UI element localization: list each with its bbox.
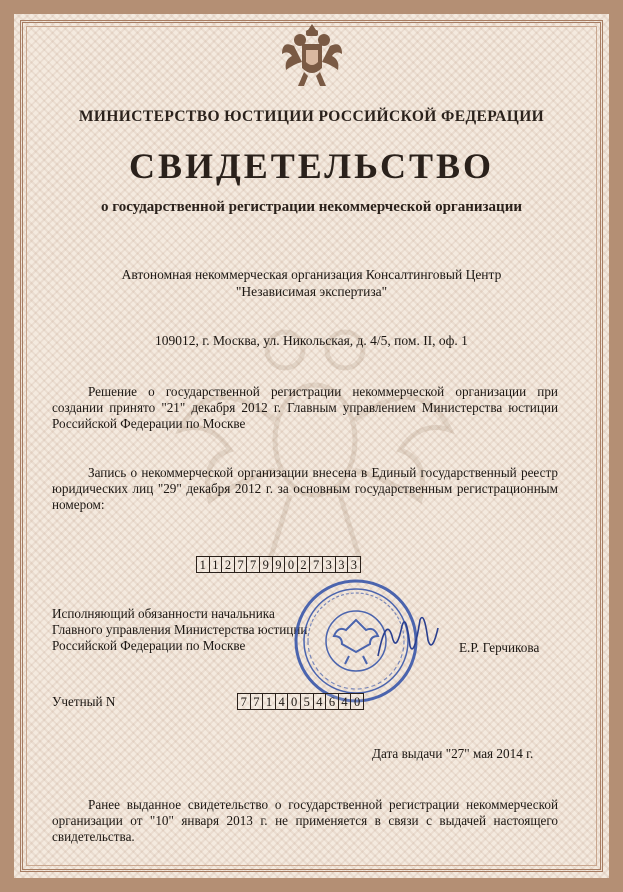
organization-name <box>0 266 623 300</box>
digit-cell: 0 <box>284 556 298 573</box>
digit-cell: 7 <box>250 693 264 710</box>
digit-cell: 2 <box>297 556 311 573</box>
digit-cell: 7 <box>246 556 260 573</box>
background-eagle-watermark <box>170 310 460 570</box>
digit-cell: 5 <box>300 693 314 710</box>
issue-date: Дата выдачи "27" мая 2014 г. <box>372 746 534 761</box>
digit-cell: 3 <box>335 556 349 573</box>
signer-line1: Исполняющий обязанности начальника <box>52 606 275 621</box>
signer-position <box>52 606 307 654</box>
digit-cell: 1 <box>262 693 276 710</box>
digit-cell: 7 <box>234 556 248 573</box>
digit-cell: 4 <box>338 693 352 710</box>
signer-line3: Российской Федерации по Москве <box>52 638 246 653</box>
digit-cell: 1 <box>196 556 210 573</box>
digit-cell: 4 <box>275 693 289 710</box>
decision-paragraph <box>52 384 558 432</box>
organization-name-line1: Автономная некоммерческая организация Консалтинговый Центр <box>121 267 502 282</box>
signer-name: Е.Р. Герчикова <box>459 640 540 655</box>
registration-number-boxes <box>197 556 361 573</box>
record-paragraph <box>52 465 558 513</box>
decision-text: Решение о государственной регистрации некоммерческой организации при создании принято "21" декабря 2012 г. Главным управлением Министерства юстиции Российской Федерации по Москве <box>52 384 558 431</box>
record-text: Запись о некоммерческой организации внесена в Единый государственный реестр юридических лиц "29" декабря 2012 г. за основным государственным регистрационным номером: <box>52 465 558 512</box>
account-number-boxes <box>238 693 364 710</box>
certificate-title: СВИДЕТЕЛЬСТВО <box>128 146 495 186</box>
digit-cell: 9 <box>259 556 273 573</box>
digit-cell: 7 <box>309 556 323 573</box>
digit-cell: 4 <box>313 693 327 710</box>
digit-cell: 0 <box>287 693 301 710</box>
organization-address: 109012, г. Москва, ул. Никольская, д. 4/5, пом. II, оф. 1 <box>155 333 468 348</box>
previous-certificate-text: Ранее выданное свидетельство о государственной регистрации некоммерческой организации от "10" января 2013 г. не применяется в связи с выдачей настоящего свидетельства. <box>52 797 558 844</box>
digit-cell: 9 <box>272 556 286 573</box>
handwritten-signature-icon <box>372 606 442 666</box>
organization-name-line2: "Независимая экспертиза" <box>235 284 388 299</box>
certificate-subtitle: о государственной регистрации некоммерческой организации <box>101 199 522 215</box>
account-number-label: Учетный N <box>52 694 116 709</box>
digit-cell: 3 <box>347 556 361 573</box>
digit-cell: 6 <box>325 693 339 710</box>
ministry-heading: МИНИСТЕРСТВО ЮСТИЦИИ РОССИЙСКОЙ ФЕДЕРАЦИИ <box>78 108 545 125</box>
digit-cell: 1 <box>209 556 223 573</box>
digit-cell: 2 <box>221 556 235 573</box>
digit-cell: 7 <box>237 693 251 710</box>
previous-certificate-paragraph <box>52 797 558 845</box>
digit-cell: 3 <box>322 556 336 573</box>
double-headed-eagle-emblem-icon <box>280 20 344 92</box>
digit-cell: 0 <box>350 693 364 710</box>
signer-line2: Главного управления Министерства юстиции <box>52 622 308 637</box>
